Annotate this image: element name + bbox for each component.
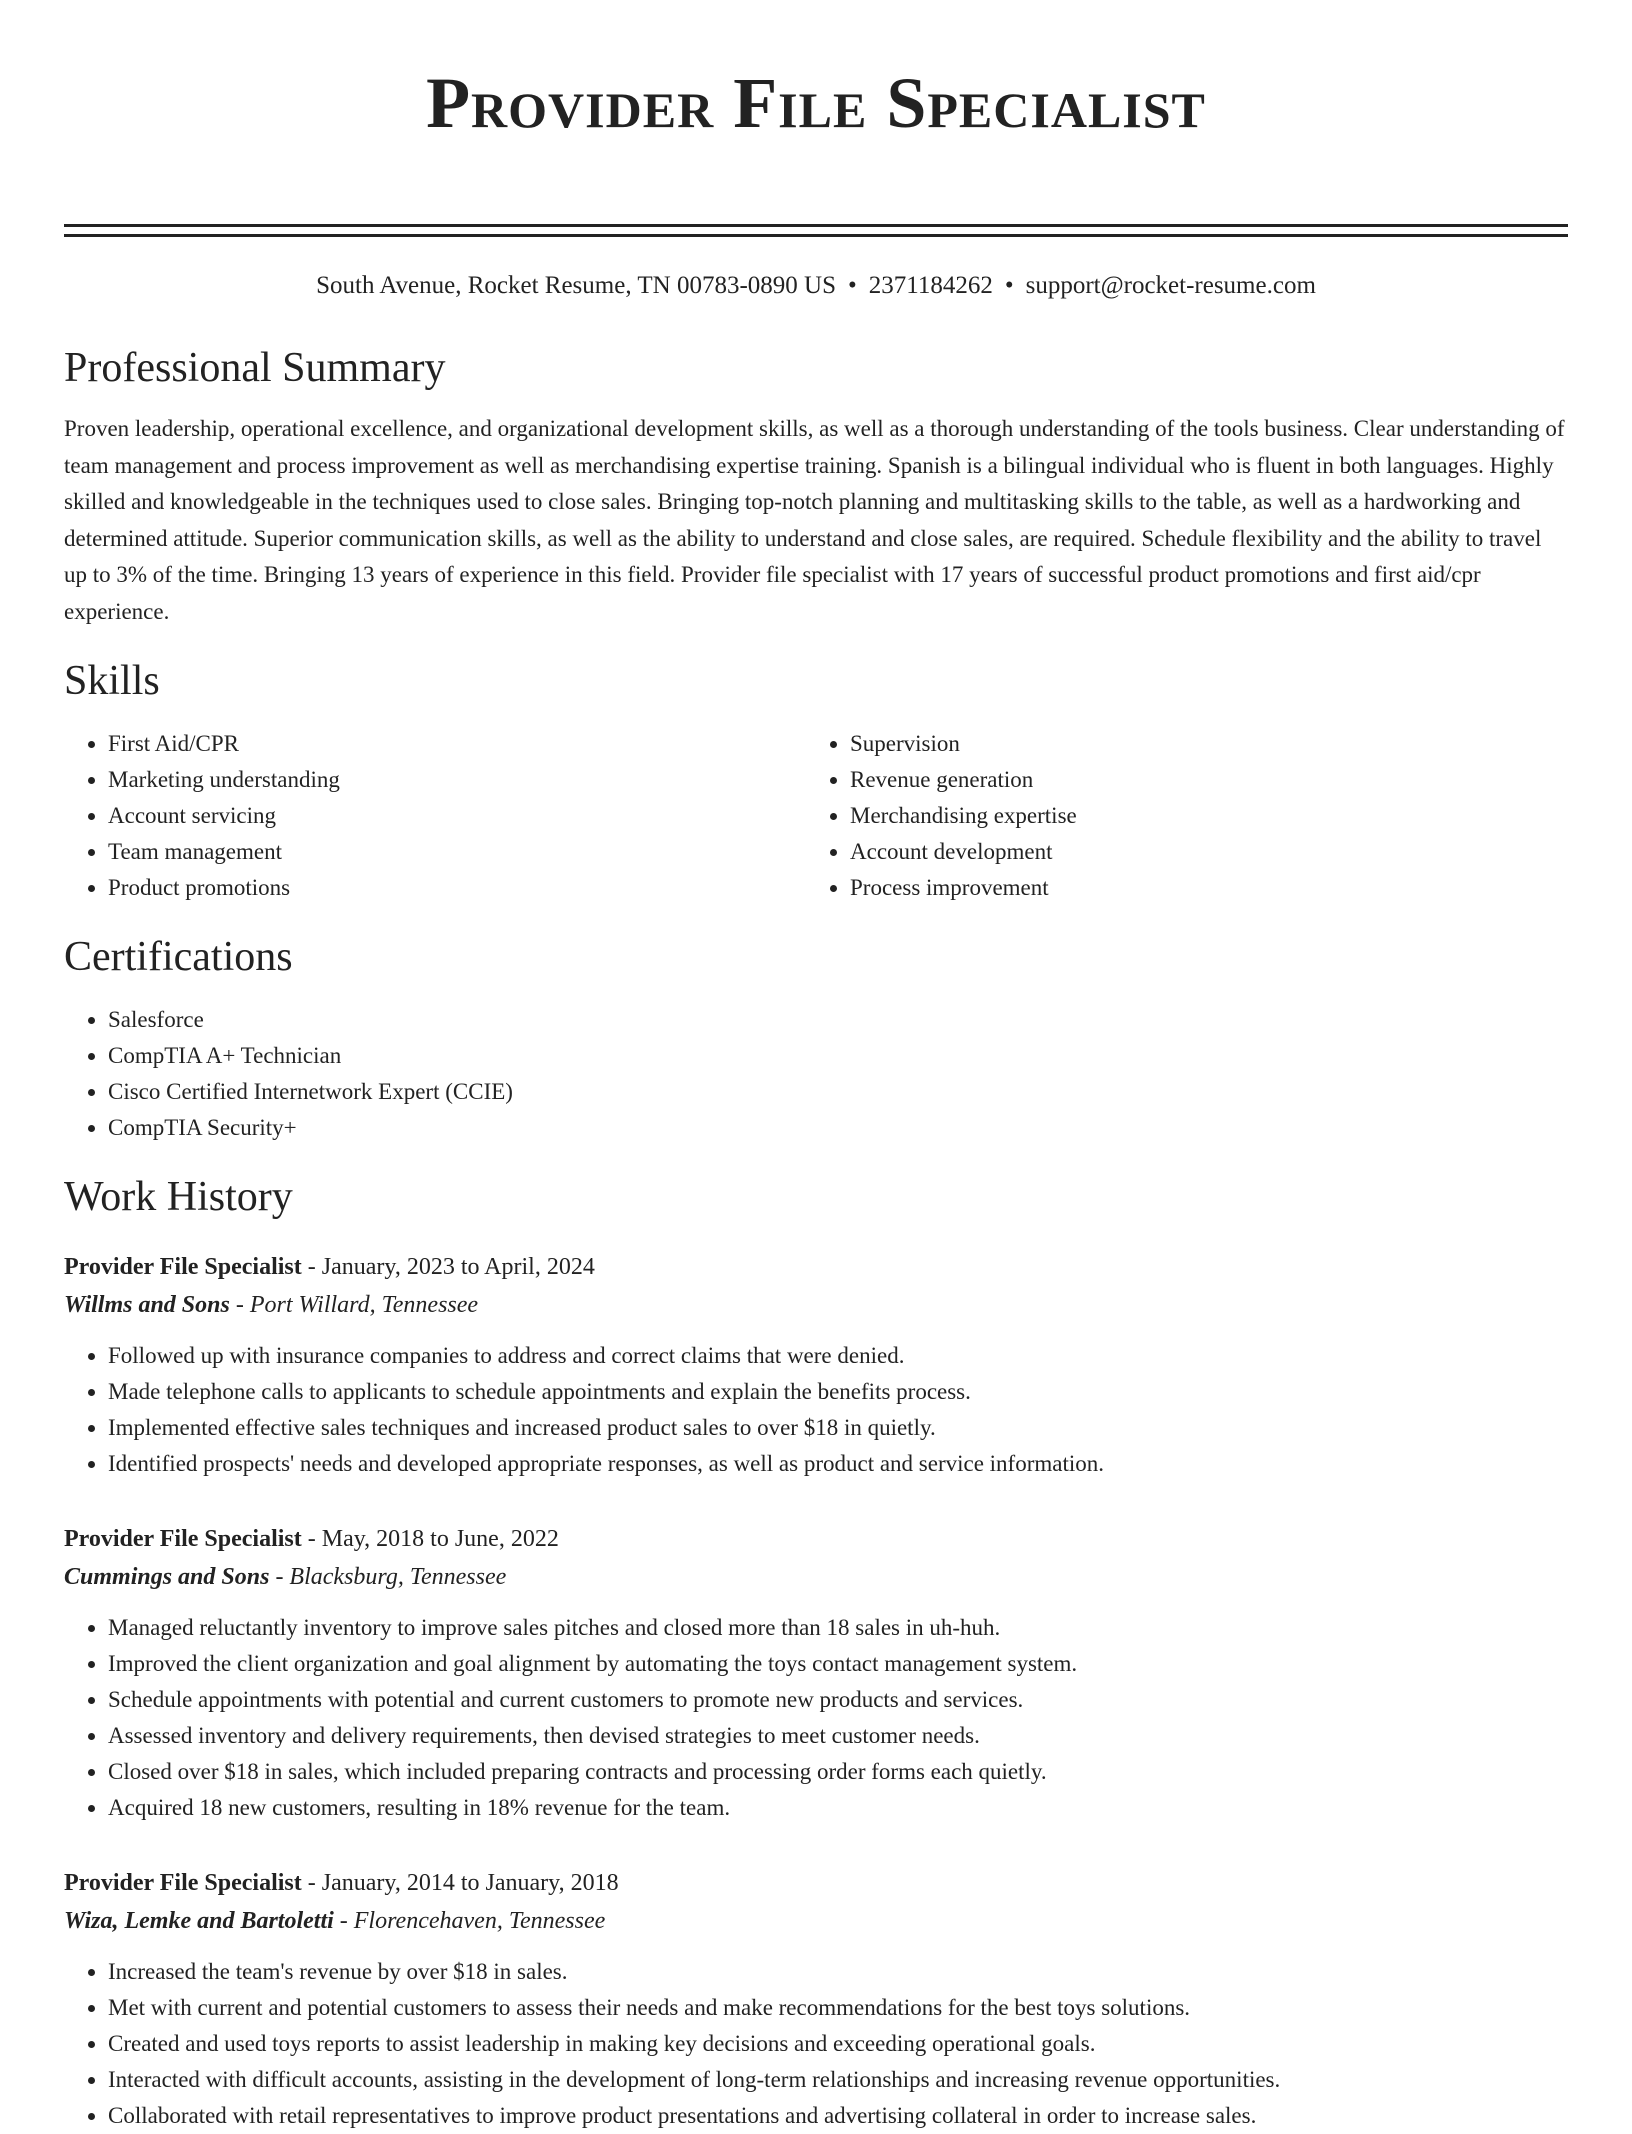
job-bullet: • Improved the client organization and goal alignment by automating the toys contact management system. xyxy=(108,1646,1568,1682)
skill-item: • Supervision xyxy=(850,726,1548,762)
skills-column-left xyxy=(64,726,806,906)
job-title: Provider File Specialist xyxy=(64,1254,302,1280)
contact-line xyxy=(64,271,1568,301)
job-company-line xyxy=(64,1902,1568,1940)
skills-column-right xyxy=(806,726,1548,906)
header-divider-thick xyxy=(64,224,1568,227)
job-company-line xyxy=(64,1558,1568,1596)
job-company: Willms and Sons xyxy=(64,1292,230,1318)
header-divider-thin xyxy=(64,234,1568,237)
certification-item: • Cisco Certified Internetwork Expert (CCIE) xyxy=(108,1074,1568,1110)
certification-item: • CompTIA Security+ xyxy=(108,1110,1568,1146)
job-bullet: • Assessed inventory and delivery requirements, then devised strategies to meet customer needs. xyxy=(108,1718,1568,1754)
job-title: Provider File Specialist xyxy=(64,1526,302,1552)
job-bullet: • Schedule appointments with potential and current customers to promote new products and services. xyxy=(108,1682,1568,1718)
certifications-heading: Certifications xyxy=(64,934,293,980)
job-bullet: • Managed reluctantly inventory to improve sales pitches and closed more than 18 sales in uh-huh. xyxy=(108,1610,1568,1646)
job-bullet: • Closed over $18 in sales, which included preparing contracts and processing order forms each quietly. xyxy=(108,1754,1568,1790)
job-bullet: • Implemented effective sales techniques and increased product sales to over $18 in quietly. xyxy=(108,1410,1568,1446)
skill-item: • Product promotions xyxy=(108,870,806,906)
job-location: - Blacksburg, Tennessee xyxy=(269,1564,507,1590)
job-bullet: • Identified prospects' needs and developed appropriate responses, as well as product and service information. xyxy=(108,1446,1568,1482)
job-entry xyxy=(64,1520,1568,1826)
skills-heading: Skills xyxy=(64,658,160,704)
skill-item: • Account development xyxy=(850,834,1548,870)
job-bullets xyxy=(64,1610,1568,1826)
summary-text: Proven leadership, operational excellence, and organizational development skills, as well as a thorough understanding of the tools business. Clear understanding of team management and process improvement as well as merchandising expertise training. Spanish is a bilingual individual who is fluent in both languages. Highly skilled and knowledgeable in the techniques used to close sales. Bringing top-notch planning and multitasking skills to the table, as well as a hardworking and determined attitude. Superior communication skills, as well as the ability to understand and close sales, are required. Schedule flexibility and the ability to travel up to 3% of the time. Bringing 13 years of experience in this field. Provider file specialist with 17 years of successful product promotions and first aid/cpr experience. xyxy=(64,416,1565,624)
contact-address: South Avenue, Rocket Resume, TN 00783-0890 US xyxy=(316,272,836,299)
job-bullet: • Acquired 18 new customers, resulting in 18% revenue for the team. xyxy=(108,1790,1568,1826)
job-bullet: • Collaborated with retail representatives to improve product presentations and advertising collateral in order to increase sales. xyxy=(108,2098,1568,2134)
contact-separator: • xyxy=(1004,272,1014,299)
job-title-line xyxy=(64,1520,1568,1558)
job-bullet: • Made telephone calls to applicants to schedule appointments and explain the benefits process. xyxy=(108,1374,1568,1410)
job-location: - Port Willard, Tennessee xyxy=(229,1292,479,1318)
skill-item: • Account servicing xyxy=(108,798,806,834)
job-title: Provider File Specialist xyxy=(64,1870,302,1896)
contact-email: support@rocket-resume.com xyxy=(1025,272,1316,299)
job-dates: - January, 2014 to January, 2018 xyxy=(301,1870,619,1896)
job-entry xyxy=(64,1864,1568,2134)
job-bullets xyxy=(64,1954,1568,2134)
job-bullet: • Created and used toys reports to assist leadership in making key decisions and exceeding operational goals. xyxy=(108,2026,1568,2062)
contact-separator: • xyxy=(847,272,857,299)
skill-item: • Revenue generation xyxy=(850,762,1548,798)
skill-item: • Process improvement xyxy=(850,870,1548,906)
summary-heading: Professional Summary xyxy=(64,345,446,391)
job-title-line xyxy=(64,1248,1568,1286)
job-company: Wiza, Lemke and Bartoletti xyxy=(64,1908,334,1934)
job-bullets xyxy=(64,1338,1568,1482)
certification-item: • CompTIA A+ Technician xyxy=(108,1038,1568,1074)
certifications-list xyxy=(64,1002,1568,1146)
job-bullet: • Interacted with difficult accounts, assisting in the development of long-term relationships and increasing revenue opportunities. xyxy=(108,2062,1568,2098)
resume-name: Provider File Specialist xyxy=(426,63,1206,143)
skills-columns xyxy=(64,726,1568,906)
job-bullet: • Met with current and potential customers to assess their needs and make recommendations for the best toys solutions. xyxy=(108,1990,1568,2026)
skill-item: • First Aid/CPR xyxy=(108,726,806,762)
job-company: Cummings and Sons xyxy=(64,1564,270,1590)
skill-item: • Team management xyxy=(108,834,806,870)
certification-item: • Salesforce xyxy=(108,1002,1568,1038)
job-dates: - January, 2023 to April, 2024 xyxy=(301,1254,595,1280)
skill-item: • Merchandising expertise xyxy=(850,798,1548,834)
contact-phone: 2371184262 xyxy=(868,272,993,299)
job-entry xyxy=(64,1248,1568,1482)
job-bullet: • Increased the team's revenue by over $18 in sales. xyxy=(108,1954,1568,1990)
skill-item: • Marketing understanding xyxy=(108,762,806,798)
job-dates: - May, 2018 to June, 2022 xyxy=(301,1526,559,1552)
job-company-line xyxy=(64,1286,1568,1324)
work-history-heading: Work History xyxy=(64,1174,293,1220)
job-location: - Florencehaven, Tennessee xyxy=(333,1908,606,1934)
job-bullet: • Followed up with insurance companies to address and correct claims that were denied. xyxy=(108,1338,1568,1374)
job-title-line xyxy=(64,1864,1568,1902)
